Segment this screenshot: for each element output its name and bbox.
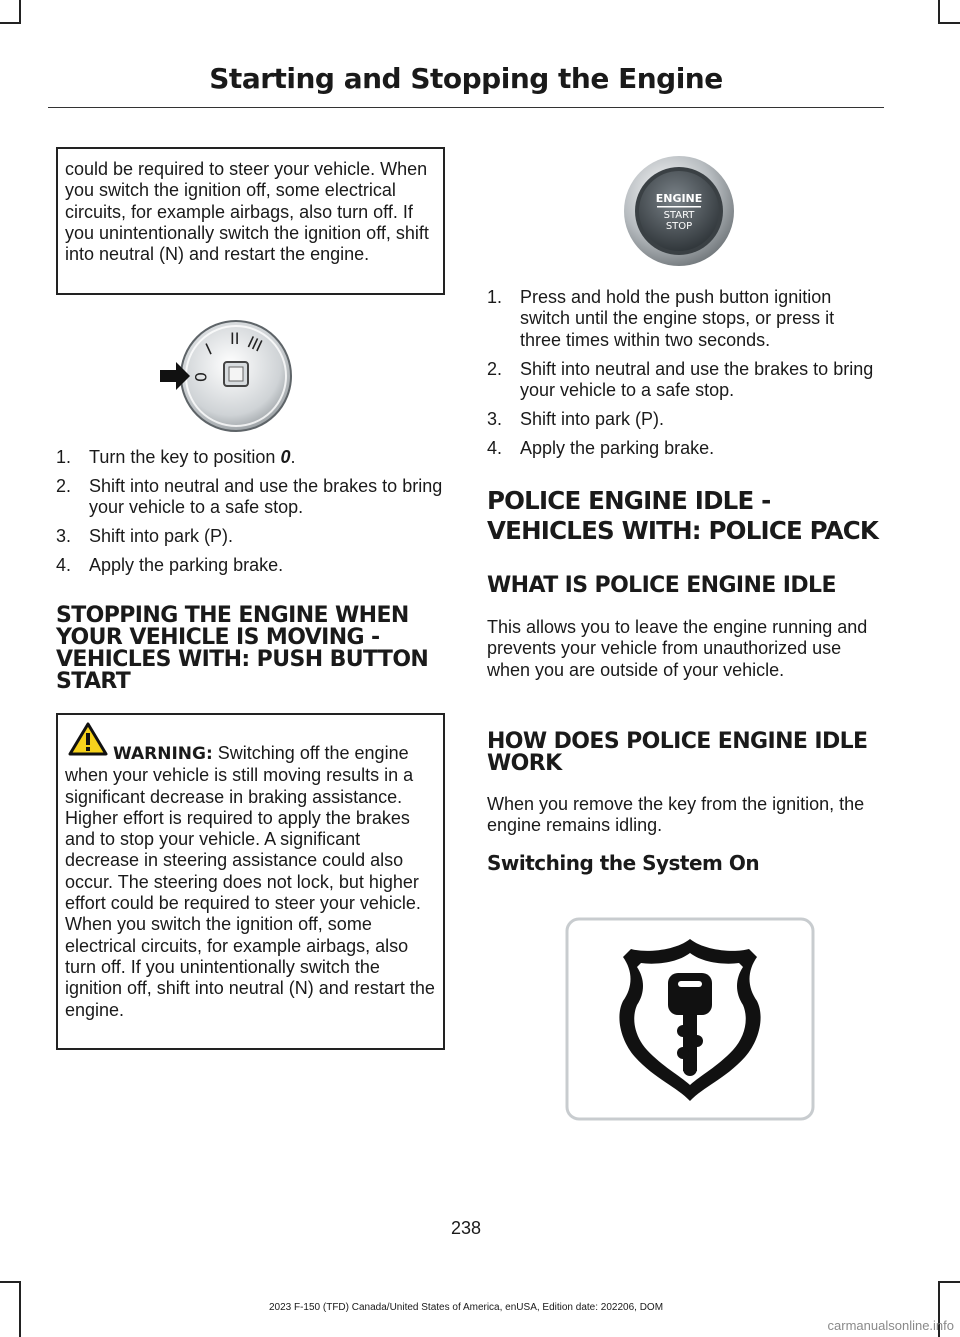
subheading-what-is: WHAT IS POLICE ENGINE IDLE [487, 573, 836, 598]
warning-text: Switching off the engine when your vehicle is still moving results in a significant decrease in braking assistance. Higher effort is required to apply the brakes and to stop your vehicle. A significant decrease in steering assistance could also occur. The steering does not lock, but higher effort could be required to steer your vehicle. When you switch the ignition off, some electrical circuits, for example airbags, also turn off. If you unintentionally switch the ignition off, shift into neutral (N) and restart the engine. [65, 743, 435, 1020]
police-key-shield-icon [565, 917, 815, 1121]
section-heading-police-idle-2: VEHICLES WITH: POLICE PACK [487, 516, 879, 545]
engine-start-stop-button-icon [623, 155, 735, 267]
paragraph-what-is: This allows you to leave the engine running and prevents your vehicle from unauthorized use when you are outside of your vehicle. [487, 617, 868, 680]
ignition-mark-zero: 0 [191, 372, 210, 383]
section-heading-stopping-moving: STOPPING THE ENGINE WHEN YOUR VEHICLE IS MOVING - VEHICLES WITH: PUSH BUTTON START [56, 603, 429, 694]
crop-mark [938, 22, 960, 24]
crop-mark [938, 1281, 960, 1283]
button-label-engine: ENGINE [655, 192, 703, 205]
ignition-mark-two: II [230, 329, 240, 348]
stop-engine-push-button-steps [487, 287, 880, 467]
button-label-start: START [663, 210, 695, 221]
list-item: 4. Apply the parking brake. [56, 555, 284, 576]
subheading-how-does: HOW DOES POLICE ENGINE IDLE WORK [487, 729, 868, 776]
list-item: 4. Apply the parking brake. [487, 437, 715, 458]
list-item: 3. Shift into park (P). [56, 526, 234, 547]
list-item: 2. Shift into neutral and use the brakes to bring your vehicle to a safe stop. [56, 475, 443, 518]
warning-continuation-box [56, 147, 445, 295]
crop-mark [0, 1281, 21, 1283]
warning-label: WARNING: [113, 744, 213, 764]
list-item: 1. Turn the key to position 0. [56, 447, 296, 467]
warning-box [56, 713, 445, 1050]
list-item: 3. Shift into park (P). [487, 408, 665, 429]
list-item: 2. Shift into neutral and use the brakes to bring your vehicle to a safe stop. [487, 358, 874, 400]
paragraph-how-does: When you remove the key from the ignition, the engine remains idling. [487, 794, 865, 836]
header-rule [48, 107, 884, 108]
warning-triangle-icon [68, 722, 108, 756]
ignition-mark-one: I [202, 339, 215, 359]
list-item: 1. Press and hold the push button ignition switch until the engine stops, or press it three times within two seconds. [487, 287, 835, 350]
crop-mark [938, 0, 940, 24]
subheading-switching-on: Switching the System On [487, 851, 760, 875]
warning-continuation-text: could be required to steer your vehicle. When you switch the ignition off, some electrical circuits, for example airbags, also turn off. If you unintentionally switch the ignition off, shift into neutral (N) and restart the engine. [65, 159, 429, 265]
ignition-key-position-icon [156, 318, 296, 432]
position-zero: 0 [280, 447, 291, 467]
ignition-mark-three: III [244, 332, 266, 356]
crop-mark [19, 0, 21, 24]
section-heading-police-idle-1: POLICE ENGINE IDLE - [487, 486, 771, 515]
stop-engine-key-steps [56, 447, 448, 584]
crop-mark [0, 22, 21, 24]
page-title: Starting and Stopping the Engine [209, 62, 723, 95]
page-number: 238 [450, 1218, 482, 1238]
button-label-stop: STOP [665, 221, 693, 232]
edition-footer: 2023 F-150 (TFD) Canada/United States of America, enUSA, Edition date: 202206, DOM [268, 1302, 664, 1313]
watermark: carmanualsonline.info [827, 1318, 954, 1333]
